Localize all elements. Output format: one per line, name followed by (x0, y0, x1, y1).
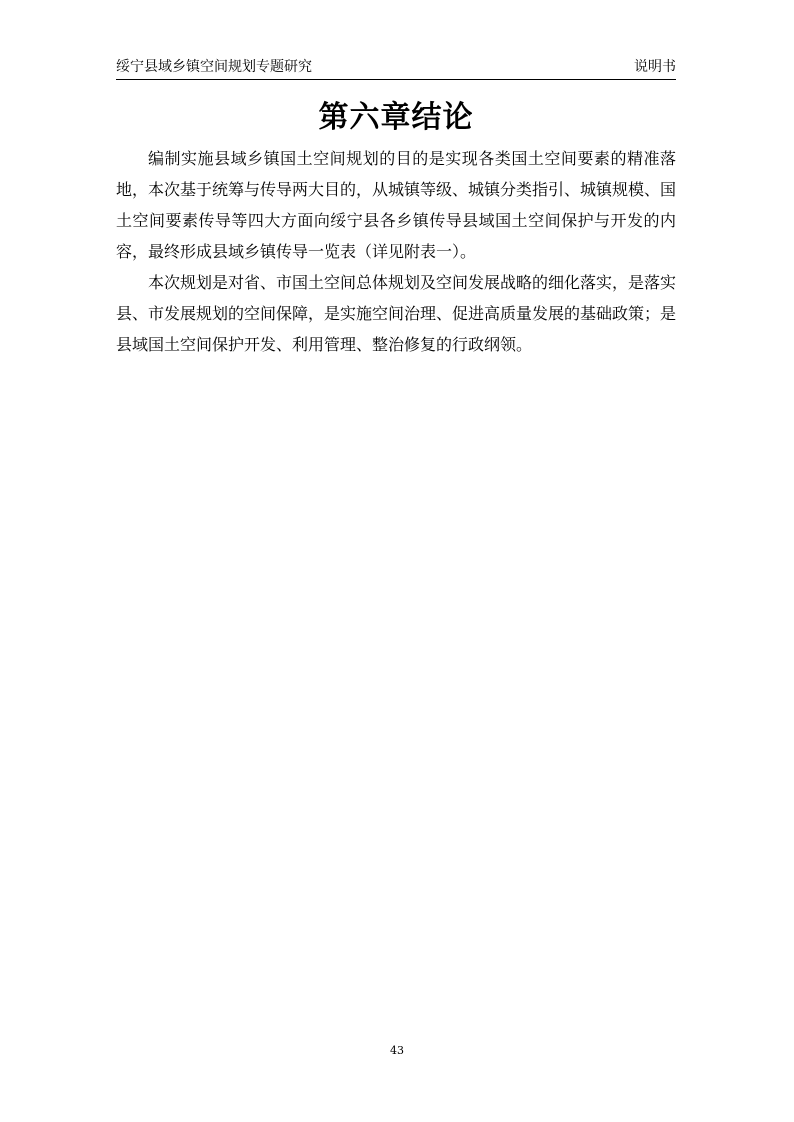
page-header (116, 57, 676, 80)
page-number: 43 (390, 1044, 404, 1057)
header-document-type: 说明书 (634, 59, 676, 75)
chapter-title: 第六章结论 (318, 100, 474, 135)
paragraph-2: 本次规划是对省、市国土空间总体规划及空间发展战略的细化落实，是落实县、市发展规划的空间保障，是实施空间治理、促进高质量发展的基础政策；是县域国土空间保护开发、利用管理、整治修复的行政纲领。 (116, 273, 677, 354)
header-document-title: 绥宁县域乡镇空间规划专题研究 (116, 59, 312, 75)
paragraph-1: 编制实施县域乡镇国土空间规划的目的是实现各类国土空间要素的精准落地，本次基于统筹与传导两大目的，从城镇等级、城镇分类指引、城镇规模、国土空间要素传导等四大方面向绥宁县各乡镇传导县域国土空间保护与开发的内容，最终形成县域乡镇传导一览表（详见附表一）。 (116, 149, 677, 261)
body-content (116, 143, 676, 360)
